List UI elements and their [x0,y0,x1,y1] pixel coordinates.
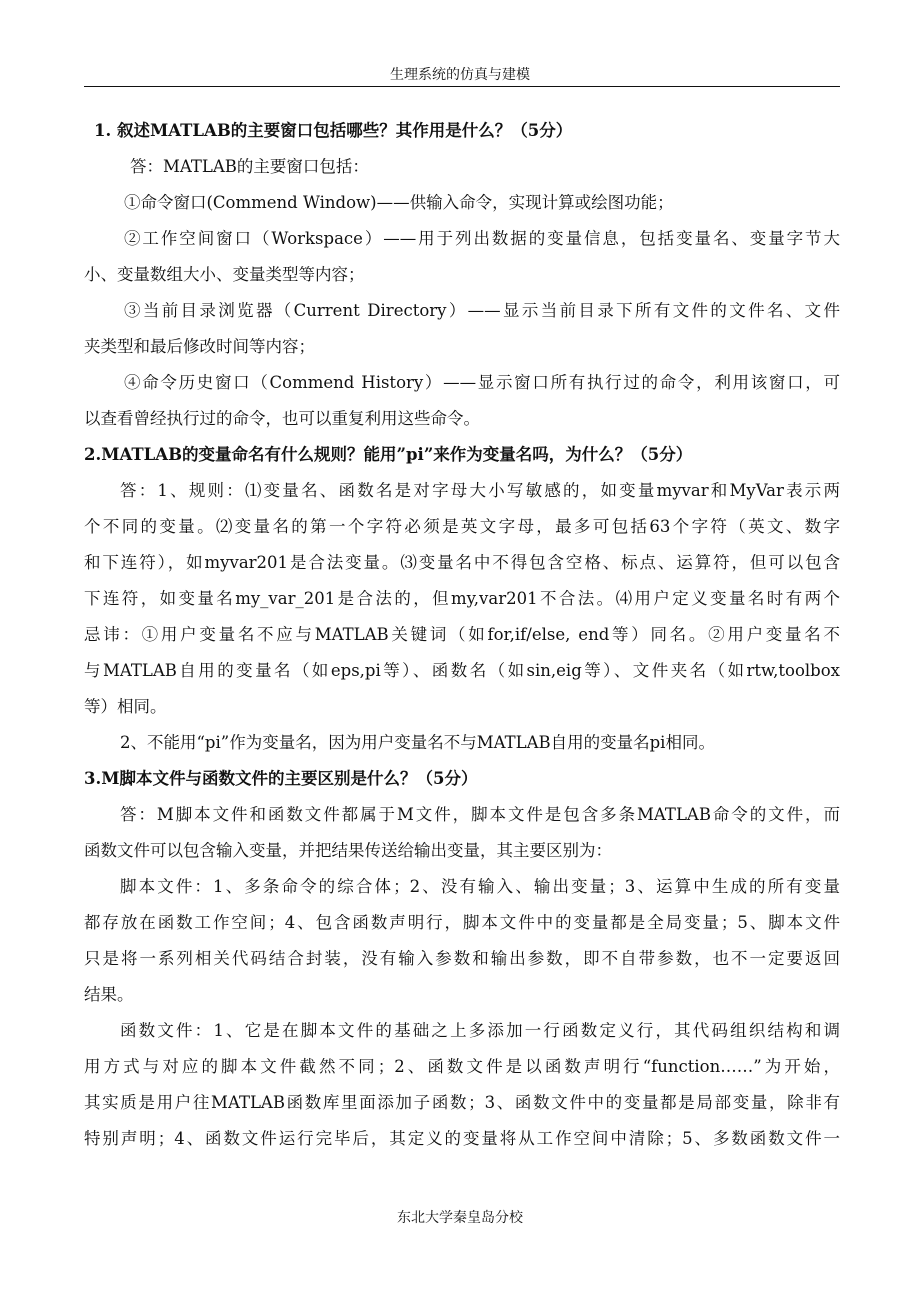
q3-answer-line-1: 答：M脚本文件和函数文件都属于M文件，脚本文件是包含多条MATLAB命令的文件，而 [120,805,840,824]
q3-function-line-2: 用方式与对应的脚本文件截然不同；2、函数文件是以函数声明行“function……”为开始， [84,1057,840,1076]
q1-item-4-line-2: 以查看曾经执行过的命令，也可以重复利用这些命令。 [84,409,480,428]
q2-answer-line-3: 和下连符），如myvar201是合法变量。⑶变量名中不得包含空格、标点、运算符，但可以包含 [84,553,840,572]
q3-script-line-4: 结果。 [84,985,134,1004]
q2-answer-line-5: 忌讳：①用户变量名不应与MATLAB关键词（如for,if/else, end等）同名。②用户变量名不 [84,625,840,644]
q3-function-line-1: 函数文件：1、它是在脚本文件的基础之上多添加一行函数定义行，其代码组织结构和调 [120,1021,840,1040]
q3-function-line-4: 特别声明；4、函数文件运行完毕后，其定义的变量将从工作空间中清除；5、多数函数文件一 [84,1129,840,1148]
page-footer: 东北大学秦皇岛分校 [397,1210,523,1226]
q3-script-line-3: 只是将一系列相关代码结合封装，没有输入参数和输出参数，即不自带参数，也不一定要返回 [84,949,840,968]
q1-answer-intro: 答：MATLAB的主要窗口包括： [130,157,369,176]
q3-script-line-1: 脚本文件：1、多条命令的综合体；2、没有输入、输出变量；3、运算中生成的所有变量 [120,877,840,896]
q2-answer-line-2: 个不同的变量。⑵变量名的第一个字符必须是英文字母，最多可包括63个字符（英文、数字 [84,517,840,536]
question-1-title: 1. 叙述MATLAB的主要窗口包括哪些？其作用是什么？（5分） [94,121,573,140]
q1-item-3-line-1: ③当前目录浏览器（Current Directory）——显示当前目录下所有文件的文件名、文件 [124,301,840,320]
q2-answer-line-4: 下连符，如变量名my_var_201是合法的，但my,var201不合法。⑷用户定义变量名时有两个 [84,589,840,608]
header-rule [84,86,840,87]
q1-item-2-line-1: ②工作空间窗口（Workspace）——用于列出数据的变量信息，包括变量名、变量字节大 [124,229,840,248]
q1-item-1: ①命令窗口(Commend Window)——供输入命令，实现计算或绘图功能； [124,193,674,212]
q2-answer-line-7: 等）相同。 [84,697,167,716]
q1-item-4-line-1: ④命令历史窗口（Commend History）——显示窗口所有执行过的命令，利用该窗口，可 [124,373,840,392]
q3-function-line-3: 其实质是用户往MATLAB函数库里面添加子函数；3、函数文件中的变量都是局部变量，除非有 [84,1093,840,1112]
q2-answer-part-2: 2、不能用“pi”作为变量名，因为用户变量名不与MATLAB自用的变量名pi相同。 [120,733,715,752]
q2-answer-line-6: 与MATLAB自用的变量名（如eps,pi等）、函数名（如sin,eig等）、文件夹名（如rtw,toolbox [84,661,840,680]
question-3-title: 3.M脚本文件与函数文件的主要区别是什么？（5分） [84,769,478,788]
q1-item-2-line-2: 小、变量数组大小、变量类型等内容； [84,265,365,284]
q3-script-line-2: 都存放在函数工作空间；4、包含函数声明行，脚本文件中的变量都是全局变量；5、脚本文件 [84,913,840,932]
q3-answer-line-2: 函数文件可以包含输入变量，并把结果传送给输出变量，其主要区别为： [84,841,612,860]
q1-item-3-line-2: 夹类型和最后修改时间等内容； [84,337,315,356]
q2-answer-line-1: 答：1、规则：⑴变量名、函数名是对字母大小写敏感的，如变量myvar和MyVar表示两 [120,481,840,500]
question-2-title: 2.MATLAB的变量命名有什么规则？能用”pi”来作为变量名吗，为什么？（5分） [84,445,693,464]
page-header: 生理系统的仿真与建模 [390,67,530,83]
